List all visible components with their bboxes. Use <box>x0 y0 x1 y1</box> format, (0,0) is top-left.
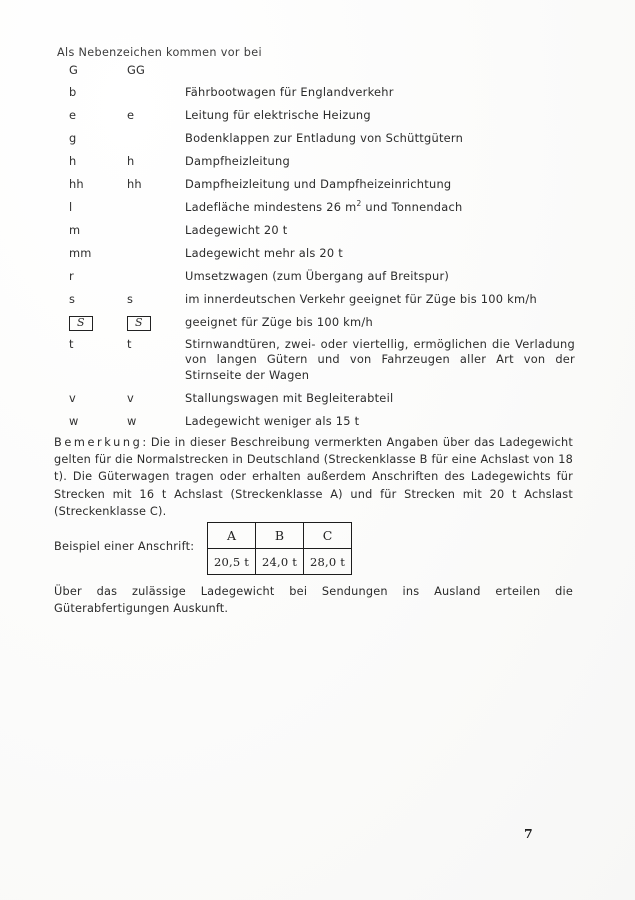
abbr-row <box>57 131 577 147</box>
abbr-code-secondary: h <box>127 153 135 168</box>
boxed-code-symbol: S <box>127 316 151 331</box>
abbr-row <box>57 337 577 384</box>
abbr-row <box>57 177 577 193</box>
abbr-row <box>57 292 577 308</box>
closing-text: Über das zulässige Ladegewicht bei Sendungen ins Ausland erteilen die Güterabfertigungen Auskunft. <box>54 585 573 616</box>
table-row-headers <box>208 523 352 549</box>
abbr-code-primary: l <box>69 199 73 214</box>
abbr-code-secondary: t <box>127 336 132 351</box>
abbr-description: Ladegewicht weniger als 15 t <box>185 413 360 428</box>
abbr-row <box>57 154 577 170</box>
abbr-description: Dampfheizleitung <box>185 153 290 168</box>
abbr-code-primary: t <box>69 336 74 351</box>
table-header-b: B <box>256 523 304 549</box>
page-number: 7 <box>524 826 533 841</box>
intro-line: Als Nebenzeichen kommen vor bei <box>57 46 262 59</box>
table-value-a: 20,5 t <box>208 549 256 575</box>
abbr-row <box>57 85 577 101</box>
table-value-b: 24,0 t <box>256 549 304 575</box>
table-row-values <box>208 549 352 575</box>
abbr-code-secondary: v <box>127 390 134 405</box>
abbr-code-primary: m <box>69 222 81 237</box>
remark-label: Bemerkung <box>54 436 143 449</box>
example-anschrift-table <box>207 522 352 575</box>
abbr-description: Dampfheizleitung und Dampfheizeinrichtung <box>185 176 452 191</box>
abbr-row <box>57 63 577 77</box>
abbr-code-primary: b <box>69 84 77 99</box>
abbr-code-secondary <box>117 315 185 331</box>
abbr-code-primary: G <box>69 63 79 77</box>
abbr-row <box>57 269 577 285</box>
abbr-row <box>57 200 577 216</box>
abbr-code-primary: s <box>69 291 76 306</box>
abbr-description: im innerdeutschen Verkehr geeignet für Züge bis 100 km/h <box>185 291 537 306</box>
abbr-code-primary: mm <box>69 245 92 260</box>
abbr-code-primary: r <box>69 268 74 283</box>
remark-paragraph <box>54 434 573 520</box>
abbr-row <box>57 414 577 430</box>
table-header-c: C <box>304 523 352 549</box>
abbr-description: Ladegewicht mehr als 20 t <box>185 245 344 260</box>
abbr-code-primary: hh <box>69 176 84 191</box>
remark-text: Die in dieser Beschreibung vermerkten Angaben über das Ladegewicht gelten für die Normalstrecken in Deutschland (Streckenklasse B für eine Achslast von 18 t). Die Güterwagen tragen oder erhalten außerdem Anschriften des Ladegewichts für Strecken mit 16 t Achslast (Streckenklasse A) und für Strecken mit 20 t Achslast (Streckenklasse C). <box>54 436 573 518</box>
abbr-description: Stallungswagen mit Begleiterabteil <box>185 390 394 405</box>
abbr-description: Bodenklappen zur Entladung von Schüttgütern <box>185 130 464 145</box>
abbr-description: Ladegewicht 20 t <box>185 222 288 237</box>
abbr-description: Umsetzwagen (zum Übergang auf Breitspur) <box>185 268 450 283</box>
abbr-description: Leitung für elektrische Heizung <box>185 107 371 122</box>
abbr-code-secondary: w <box>127 413 137 428</box>
table-header-a: A <box>208 523 256 549</box>
abbr-code-primary: g <box>69 130 77 145</box>
table-value-c: 28,0 t <box>304 549 352 575</box>
closing-paragraph <box>54 583 573 617</box>
abbr-code-primary: e <box>69 107 77 122</box>
example-label: Beispiel einer Anschrift: <box>54 540 195 553</box>
abbr-code-primary: v <box>69 390 76 405</box>
boxed-code-symbol: S <box>69 316 93 331</box>
abbr-row <box>57 223 577 239</box>
abbr-description: geeignet für Züge bis 100 km/h <box>185 314 373 329</box>
abbr-row <box>57 315 577 331</box>
abbr-row <box>57 391 577 407</box>
abbr-code-secondary: GG <box>127 63 146 77</box>
abbr-code-primary: w <box>69 413 79 428</box>
abbr-row <box>57 246 577 262</box>
abbr-description: Ladefläche mindestens 26 $m^2$ und Tonnendach <box>185 198 463 214</box>
abbr-code-secondary: s <box>127 291 134 306</box>
remark-separator: : <box>142 436 151 449</box>
abbr-code-secondary: e <box>127 107 135 122</box>
abbreviation-list <box>57 63 577 437</box>
abbr-row <box>57 108 577 124</box>
abbr-description: Stirnwandtüren, zwei- oder viertellig, ermöglichen die Verladung von langen Gütern und von Fahrzeugen aller Art von der Stirnseite der Wagen <box>185 336 575 382</box>
abbr-description: Fährbootwagen für Englandverkehr <box>185 84 394 99</box>
abbr-code-primary <box>57 315 117 331</box>
abbr-code-primary: h <box>69 153 77 168</box>
abbr-code-secondary: hh <box>127 176 142 191</box>
